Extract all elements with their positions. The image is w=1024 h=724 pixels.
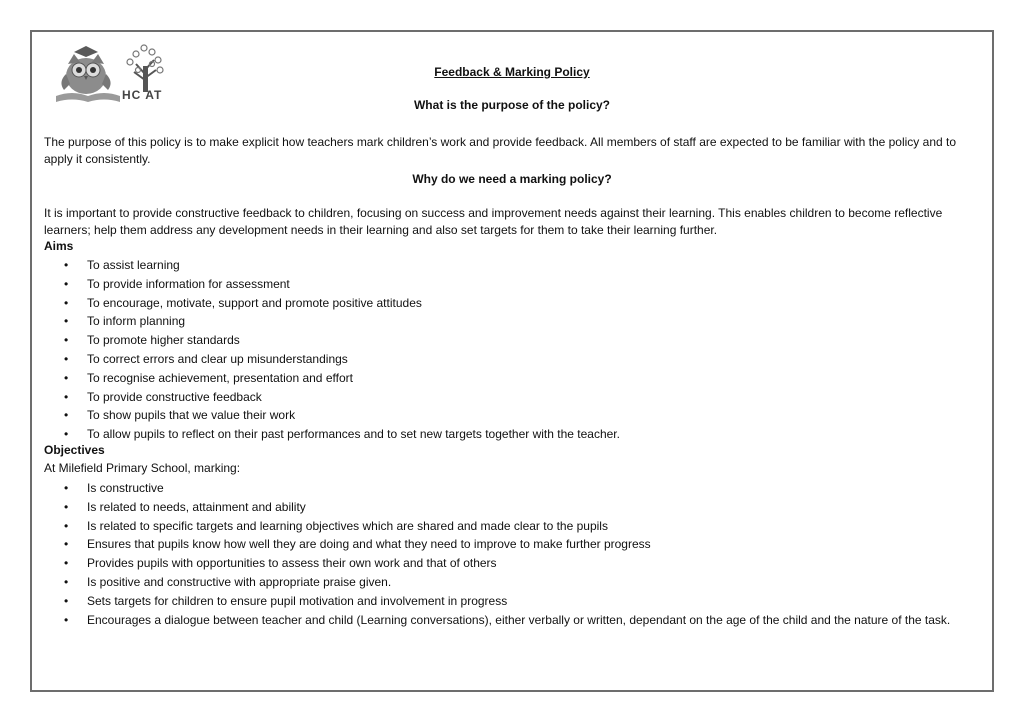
list-item: • Is positive and constructive with appropriate praise given.	[44, 573, 984, 592]
list-item: • Is related to specific targets and learning objectives which are shared and made clear to the pupils	[44, 517, 984, 536]
list-item: • Ensures that pupils know how well they are doing and what they need to improve to make further progress	[44, 535, 984, 554]
logo-text: HC AT	[122, 88, 163, 102]
list-item: • To recognise achievement, presentation and effort	[44, 369, 984, 388]
list-item: • Is related to needs, attainment and ability	[44, 498, 984, 517]
page-title: Feedback & Marking Policy	[434, 65, 590, 79]
section-heading-why: Why do we need a marking policy?	[412, 172, 612, 186]
list-item: • Encourages a dialogue between teacher and child (Learning conversations), either verbally or written, dependant on the age of the child and the nature of the task.	[44, 612, 984, 629]
objectives-heading: Objectives	[44, 443, 105, 457]
list-item: • Provides pupils with opportunities to assess their own work and that of others	[44, 554, 984, 573]
list-item: • To show pupils that we value their work	[44, 406, 984, 425]
purpose-paragraph: The purpose of this policy is to make explicit how teachers mark children’s work and provide feedback. All members of staff are expected to be familiar with the policy and to apply it consistently.	[44, 135, 957, 166]
aims-list	[44, 256, 984, 444]
aims-heading: Aims	[44, 239, 74, 253]
list-item: • To provide constructive feedback	[44, 388, 984, 407]
list-item: • To allow pupils to reflect on their past performances and to set new targets together with the teacher.	[44, 425, 984, 444]
why-paragraph: It is important to provide constructive feedback to children, focusing on success and improvement needs against their learning. This enables children to become reflective learners; help them address any development needs in their learning and also set targets for them to take their learning further.	[44, 206, 943, 237]
list-item: • Is constructive	[44, 479, 984, 498]
list-item: • To provide information for assessment	[44, 275, 984, 294]
list-item: • To promote higher standards	[44, 331, 984, 350]
section-heading-purpose: What is the purpose of the policy?	[413, 98, 610, 112]
list-item: • To inform planning	[44, 312, 984, 331]
list-item: • Sets targets for children to ensure pupil motivation and involvement in progress	[44, 592, 984, 611]
list-item: • To assist learning	[44, 256, 984, 275]
objectives-intro: At Milefield Primary School, marking:	[44, 461, 241, 475]
list-item: • To correct errors and clear up misunderstandings	[44, 350, 984, 369]
list-item: • To encourage, motivate, support and promote positive attitudes	[44, 294, 984, 313]
objectives-list	[44, 479, 984, 629]
